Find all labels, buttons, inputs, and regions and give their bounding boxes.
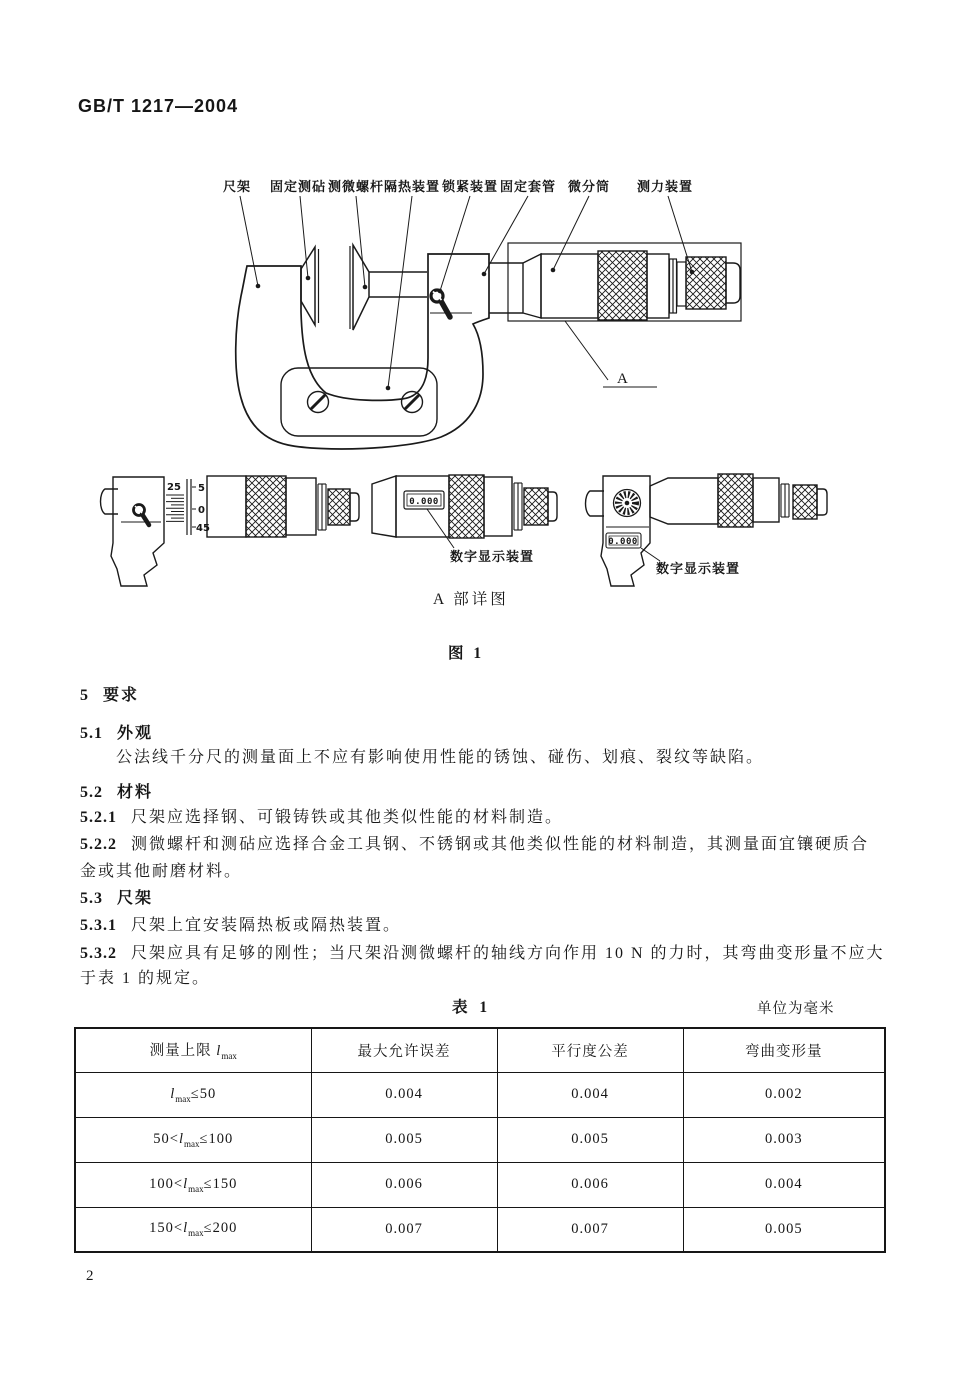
clause-number: 5.2	[80, 784, 103, 801]
part-label-thimble: 微分筒	[567, 179, 611, 194]
spindle-rod	[369, 272, 427, 297]
mini-micrometer-vernier	[101, 476, 360, 586]
cell-value: 0.006	[497, 1162, 683, 1207]
mini-micrometer-digital-sleeve	[372, 475, 557, 548]
part-label-frame: 尺架	[222, 179, 252, 194]
display-value: 0.000	[409, 497, 439, 507]
figure-1-diagram	[0, 170, 955, 640]
part-label-ratchet: 测力装置	[636, 179, 694, 194]
ratchet-knurl	[686, 257, 726, 309]
thimble-barrel	[286, 478, 316, 535]
step-rings	[318, 484, 326, 530]
clause-title: 外观	[117, 725, 154, 742]
label-leader	[641, 548, 660, 561]
section-5-2-2-line2: 金或其他耐磨材料。	[80, 863, 243, 880]
scale-number-25: 25	[167, 482, 181, 493]
page-number: 2	[86, 1268, 94, 1284]
header-bending: 弯曲变形量	[683, 1028, 885, 1072]
plate-screw	[308, 392, 329, 413]
digital-display-label: 数字显示装置	[655, 561, 741, 576]
clause-number: 5.3	[80, 890, 103, 907]
ratchet-cap	[817, 489, 827, 515]
clause-number: 5	[80, 687, 89, 704]
table-unit-note: 单位为毫米	[757, 1001, 835, 1017]
ratchet-knurl	[793, 485, 817, 519]
cell-value: 0.004	[311, 1072, 497, 1117]
open-end	[372, 476, 396, 537]
ratchet-cap	[726, 263, 740, 303]
clause-number: 5.2.1	[80, 809, 117, 826]
table-header-row	[75, 1028, 885, 1072]
part-label-lock: 锁紧装置	[441, 179, 499, 194]
cell-value: 0.006	[311, 1162, 497, 1207]
section-5-3-heading	[80, 889, 153, 908]
clause-title: 尺架	[117, 890, 154, 907]
sleeve-barrel	[650, 478, 718, 524]
table-row	[75, 1072, 885, 1117]
part-label-sleeve: 固定套管	[499, 179, 557, 194]
clause-number: 5.3.1	[80, 917, 117, 934]
clause-title: 要求	[103, 687, 140, 704]
header-parallelism: 平行度公差	[497, 1028, 683, 1072]
plate-screw	[402, 392, 423, 413]
ratchet-knurl	[328, 489, 350, 525]
step-rings	[781, 484, 789, 517]
scale-number-45: 45	[196, 523, 210, 534]
step-rings	[514, 483, 522, 530]
display-value: 0.000	[608, 537, 638, 547]
section-5-2-heading	[80, 783, 153, 802]
section-5-2-1: 5.2.1 尺架应选择钢、可锻铸铁或其他类似性能的材料制造。	[80, 809, 564, 826]
thimble-barrel	[753, 478, 779, 522]
dial-indicator	[614, 490, 641, 517]
thimble-barrel	[207, 476, 246, 537]
header-measure-limit: 测量上限 $l_{max}$	[75, 1028, 311, 1072]
part-label-fixed-anvil: 固定测砧	[269, 179, 327, 194]
detail-a-callout	[565, 321, 657, 387]
cell-limit: $150<l_{max}\le 200$	[75, 1207, 311, 1252]
cell-value: 0.007	[497, 1207, 683, 1252]
sleeve-number-ticks	[192, 487, 196, 527]
table-1-caption: 表 1	[452, 999, 492, 1016]
thimble-barrel	[484, 477, 512, 536]
detail-a-letter: A	[617, 371, 628, 387]
cell-value: 0.005	[683, 1207, 885, 1252]
scale-number-0: 0	[198, 505, 205, 516]
anvil	[301, 247, 315, 325]
part-label-spindle: 测微螺杆	[327, 179, 385, 194]
step-rings	[669, 259, 686, 313]
thimble-knurl	[598, 251, 647, 320]
cell-value: 0.007	[311, 1207, 497, 1252]
table-row	[75, 1117, 885, 1162]
cell-limit: $100<l_{max}\le 150$	[75, 1162, 311, 1207]
sleeve-tube	[489, 254, 598, 318]
clause-number: 5.1	[80, 725, 103, 742]
ratchet-cap	[350, 493, 359, 521]
ratchet-knurl	[524, 488, 548, 525]
doc-number: GB/T 1217—2004	[78, 96, 239, 116]
section-5-1-heading	[80, 724, 153, 743]
table-1	[74, 1027, 886, 1253]
header-max-error: 最大允许误差	[311, 1028, 497, 1072]
table-row	[75, 1162, 885, 1207]
frame-outline	[236, 254, 489, 449]
scale-number-5: 5	[198, 483, 205, 494]
clause-number: 5.2.2	[80, 836, 117, 853]
vernier-ticks	[166, 495, 184, 521]
ratchet-cap	[548, 492, 557, 521]
detail-a-caption: A 部详图	[433, 591, 509, 608]
cell-limit: $50<l_{max}\le 100$	[75, 1117, 311, 1162]
cell-value: 0.005	[311, 1117, 497, 1162]
thimble-knurl	[449, 475, 484, 538]
thimble-knurl	[718, 474, 753, 527]
section-5-3-2-line1: 5.3.2 尺架应具有足够的刚性；当尺架沿测微螺杆的轴线方向作用 10 N 的力时，其弯曲变形量不应大	[80, 945, 885, 962]
frame-piece	[111, 477, 164, 586]
digital-display-label: 数字显示装置	[449, 549, 535, 564]
section-5-1-body: 公法线千分尺的测量面上不应有影响使用性能的锈蚀、碰伤、划痕、裂纹等缺陷。	[116, 749, 765, 766]
cell-value: 0.002	[683, 1072, 885, 1117]
figure-1-caption: 图 1	[448, 645, 485, 662]
figure-part-labels	[223, 179, 693, 194]
part-label-heat-shield: 隔热装置	[383, 179, 441, 194]
cell-value: 0.003	[683, 1117, 885, 1162]
cell-value: 0.004	[683, 1162, 885, 1207]
cell-value: 0.005	[497, 1117, 683, 1162]
clause-number: 5.3.2	[80, 945, 117, 962]
cell-limit: $l_{max}\le 50$	[75, 1072, 311, 1117]
section-5-2-2-line1: 5.2.2 测微螺杆和测砧应选择合金工具钢、不锈钢或其他类似性能的材料制造，其测量面宜镶硬质合	[80, 836, 870, 853]
thimble-knurl	[246, 476, 286, 537]
section-5-heading	[80, 686, 139, 705]
spindle-stub	[586, 491, 605, 516]
section-5-3-1: 5.3.1 尺架上宜安装隔热板或隔热装置。	[80, 917, 402, 934]
table-row	[75, 1207, 885, 1252]
clause-title: 材料	[117, 784, 154, 801]
main-micrometer-drawing	[236, 243, 741, 449]
cell-value: 0.004	[497, 1072, 683, 1117]
spindle-stub	[101, 489, 119, 514]
thimble-barrel	[647, 254, 669, 318]
section-5-3-2-line2: 于表 1 的规定。	[80, 970, 211, 987]
